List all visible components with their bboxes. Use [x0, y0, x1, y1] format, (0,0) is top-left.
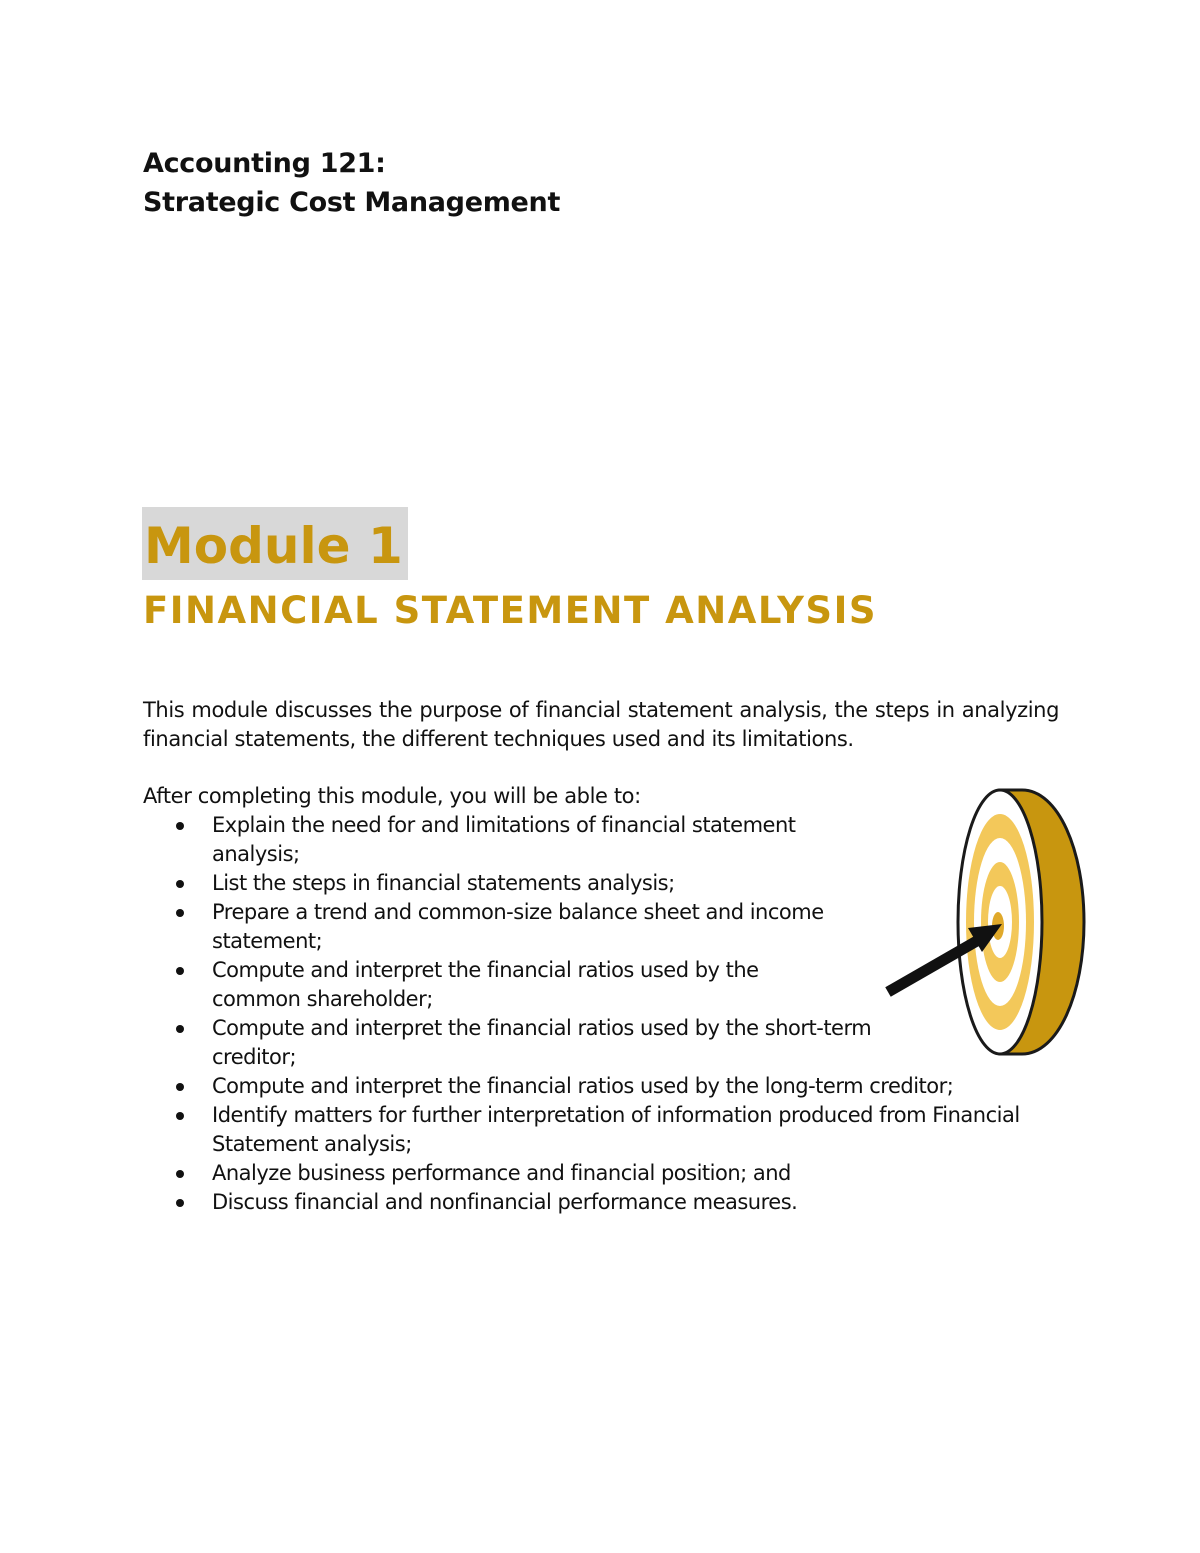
- module-intro: This module discusses the purpose of financial statement analysis, the steps in analyzing financial statements, the different techniques used and its limitations.: [143, 698, 1059, 751]
- bullet-icon: [176, 967, 184, 975]
- module-subtitle: FINANCIAL STATEMENT ANALYSIS: [143, 589, 877, 632]
- bullet-icon: [176, 1083, 184, 1091]
- bullet-icon: [176, 1112, 184, 1120]
- bullet-icon: [176, 1199, 184, 1207]
- course-title: [143, 144, 560, 222]
- target-with-arrow-icon: [880, 786, 1090, 1058]
- list-item-text: List the steps in financial statements analysis;: [212, 871, 675, 895]
- bullet-icon: [176, 880, 184, 888]
- list-item-text: Compute and interpret the financial ratios used by the common shareholder;: [212, 958, 759, 1011]
- course-name: Strategic Cost Management: [143, 187, 561, 218]
- list-item-text: Identify matters for further interpretation of information produced from Financial Statement analysis;: [212, 1103, 1020, 1156]
- list-item: [143, 1101, 1072, 1159]
- list-item-text: Prepare a trend and common-size balance sheet and income statement;: [212, 900, 824, 953]
- list-item: [143, 1072, 1072, 1101]
- objectives-lead: After completing this module, you will be able to:: [143, 784, 641, 808]
- course-code: Accounting 121:: [143, 148, 386, 179]
- list-item-text: Discuss financial and nonfinancial performance measures.: [212, 1190, 798, 1214]
- list-item-text: Analyze business performance and financial position; and: [212, 1161, 791, 1185]
- list-item-text: Compute and interpret the financial ratios used by the long-term creditor;: [212, 1074, 954, 1098]
- list-item: [143, 1188, 1072, 1217]
- bullet-icon: [176, 822, 184, 830]
- bullet-icon: [176, 909, 184, 917]
- list-item-text: Explain the need for and limitations of financial statement analysis;: [212, 813, 796, 866]
- bullet-icon: [176, 1170, 184, 1178]
- list-item: [143, 1159, 1072, 1188]
- module-label: Module 1: [144, 517, 403, 575]
- bullet-icon: [176, 1025, 184, 1033]
- list-item-text: Compute and interpret the financial ratios used by the short-term creditor;: [212, 1016, 872, 1069]
- module-label-highlight: [142, 507, 408, 580]
